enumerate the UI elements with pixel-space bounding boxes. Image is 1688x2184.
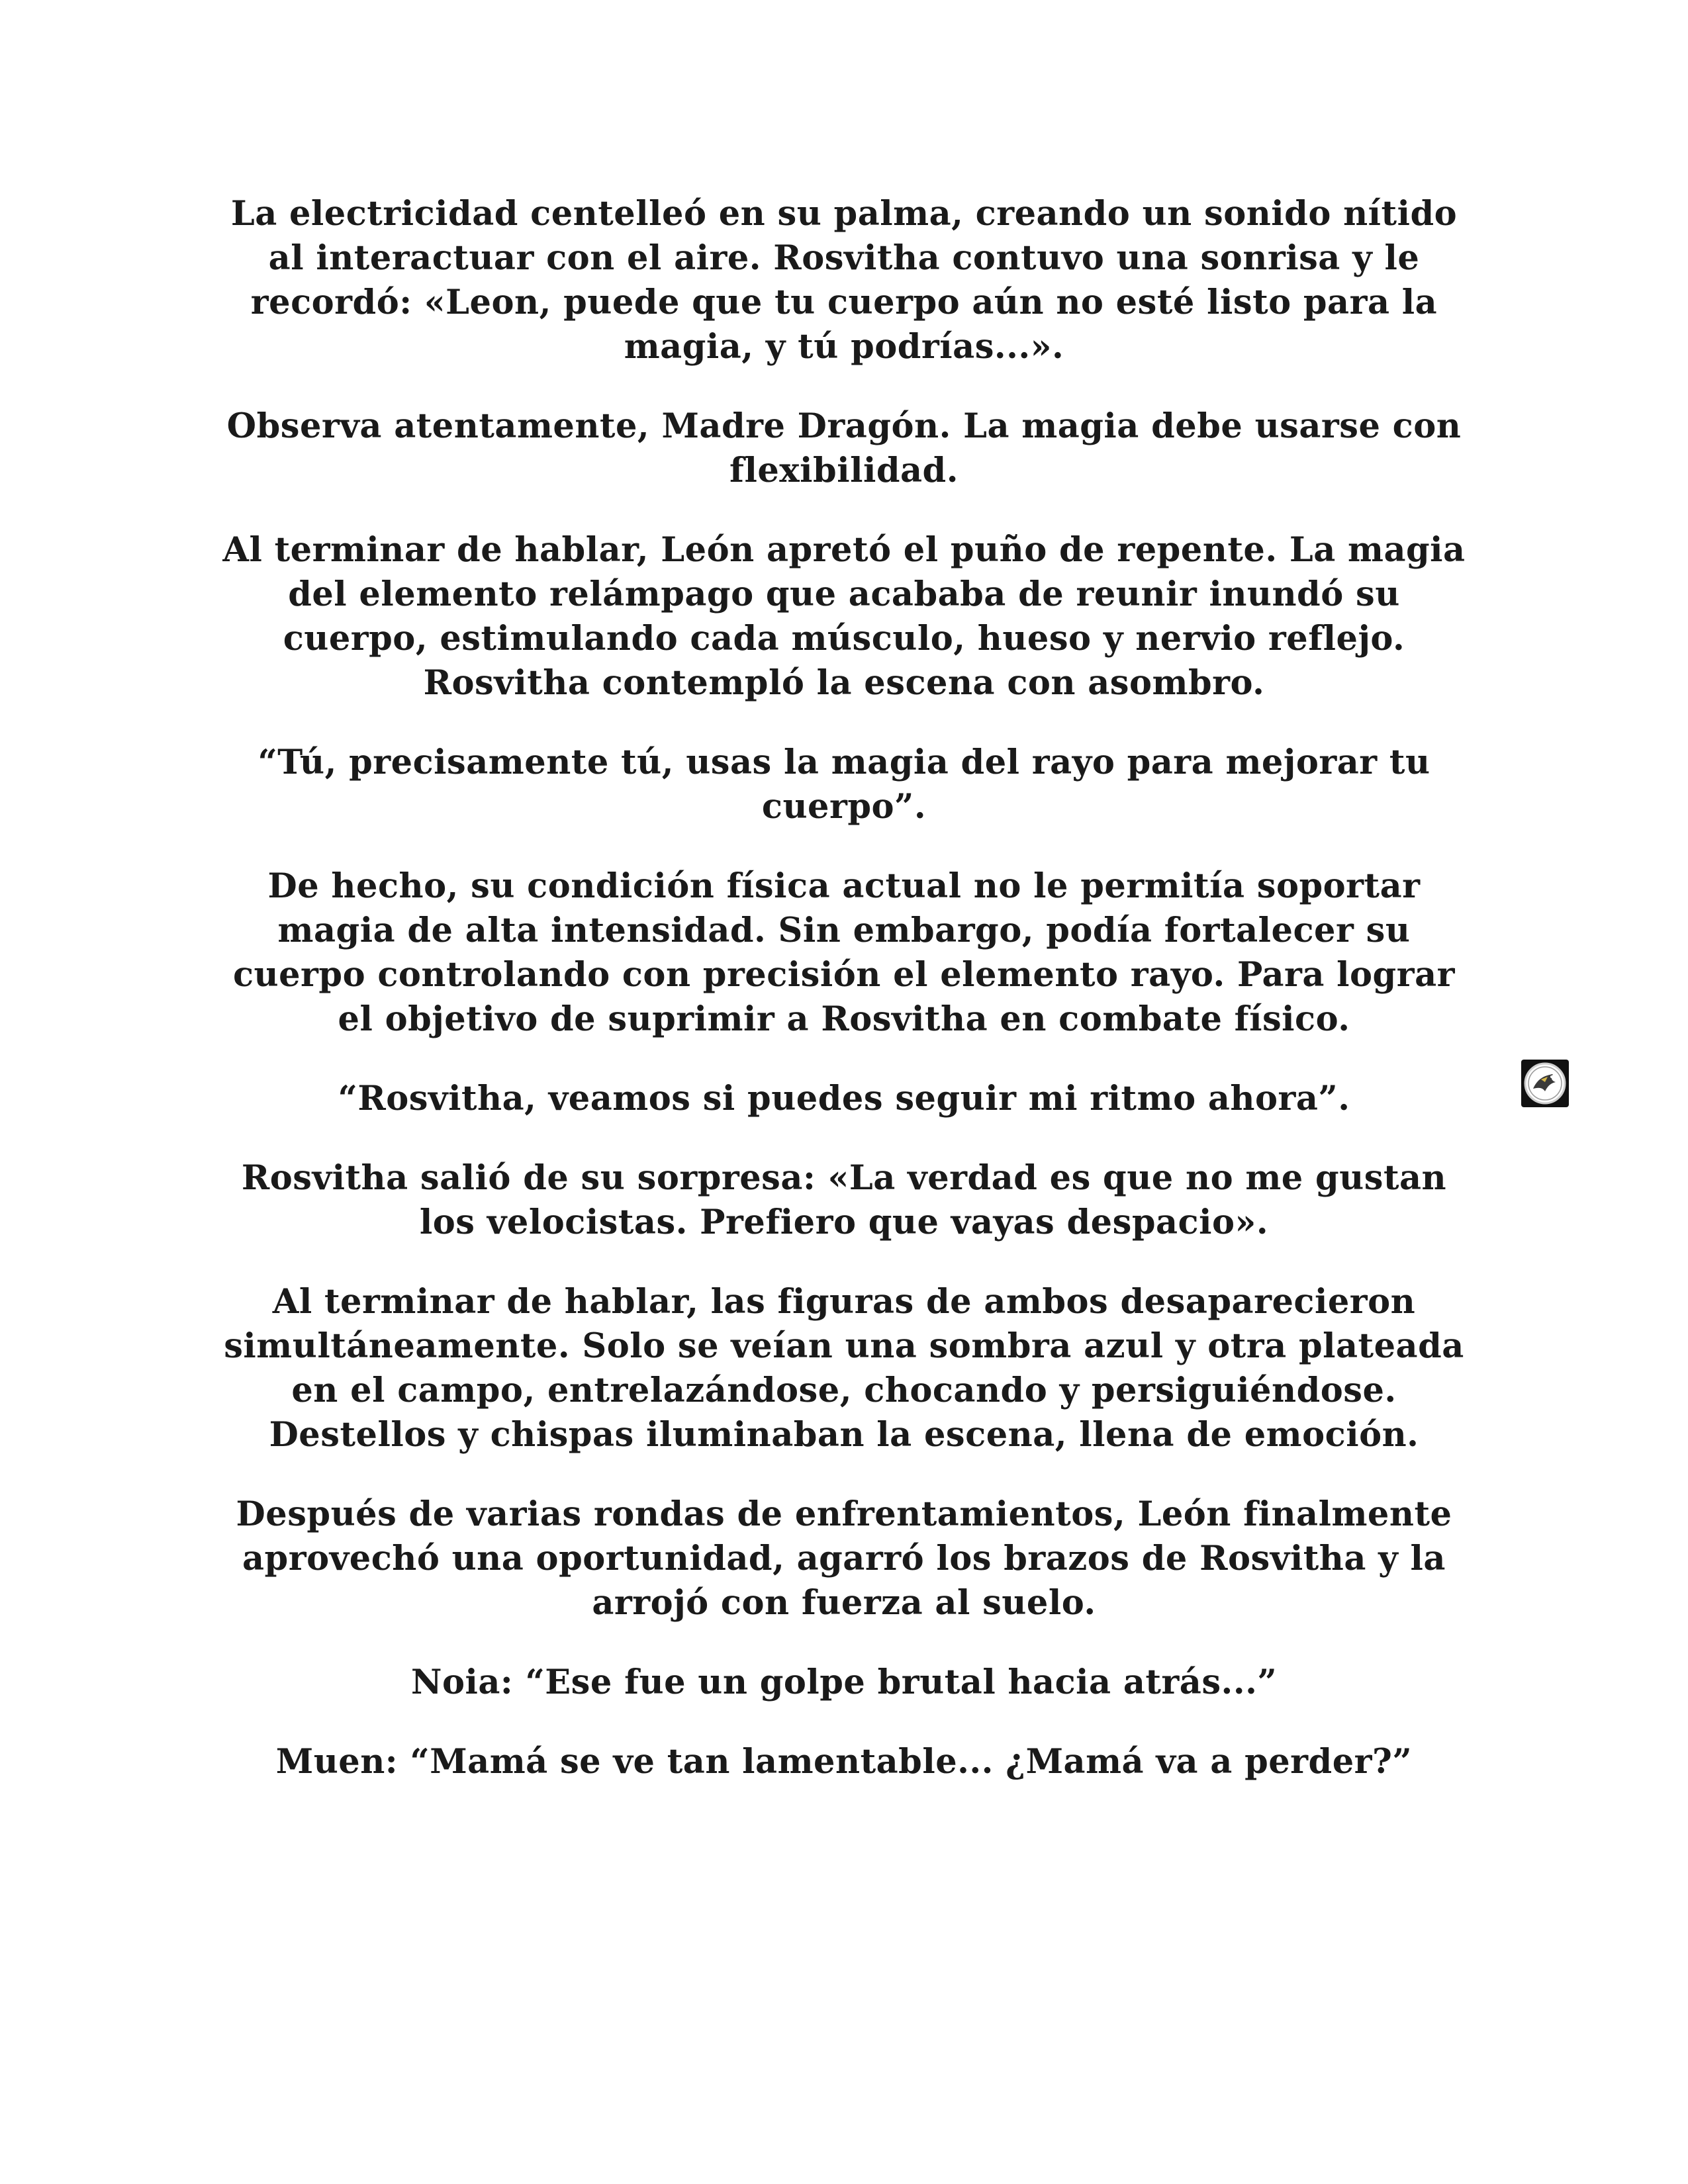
- paragraph-6: “Rosvitha, veamos si puedes seguir mi ritmo ahora”.: [338, 1079, 1350, 1118]
- body-text: [218, 192, 1470, 1819]
- paragraph-5: De hecho, su condición física actual no le permitía soportar magia de alta intensidad. Sin embargo, podía fortalecer su cuerpo controlando con precisión el elemento rayo. Para lograr el objetivo de suprimir a Rosvitha en combate físico.: [232, 866, 1456, 1039]
- paragraph-4: “Tú, precisamente tú, usas la magia del rayo para mejorar tu cuerpo”.: [258, 743, 1430, 827]
- paragraph-7: Rosvitha salió de su sorpresa: «La verdad es que no me gustan los velocistas. Prefiero que vayas despacio».: [241, 1158, 1447, 1242]
- paragraph-10: Noia: “Ese fue un golpe brutal hacia atrás...”: [410, 1662, 1278, 1702]
- paragraph-9: Después de varias rondas de enfrentamientos, León finalmente aprovechó una oportunidad, agarró los brazos de Rosvitha y la arrojó con fuerza al suelo.: [236, 1494, 1452, 1623]
- paragraph-1: La electricidad centelleó en su palma, creando un sonido nítido al interactuar con el aire. Rosvitha contuvo una sonrisa y le recordó: «Leon, puede que tu cuerpo aún no esté listo para la magia, y tú podrías...».: [230, 194, 1458, 367]
- paragraph-8: Al terminar de hablar, las figuras de ambos desaparecieron simultáneamente. Solo se veían una sombra azul y otra plateada en el campo, entrelazándose, chocando y persiguiéndose. Destellos y chispas iluminaban la escena, llena de emoción.: [224, 1282, 1464, 1455]
- paragraph-2: Observa atentamente, Madre Dragón. La magia debe usarse con flexibilidad.: [226, 406, 1462, 490]
- paragraph-3: Al terminar de hablar, León apretó el puño de repente. La magia del elemento relámpago que acababa de reunir inundó su cuerpo, estimulando cada músculo, hueso y nervio reflejo. Rosvitha contempló la escena con asombro.: [222, 530, 1466, 703]
- paragraph-11: Muen: “Mamá se ve tan lamentable... ¿Mamá va a perder?”: [275, 1742, 1413, 1782]
- dragon-emblem-icon: [1521, 1060, 1569, 1107]
